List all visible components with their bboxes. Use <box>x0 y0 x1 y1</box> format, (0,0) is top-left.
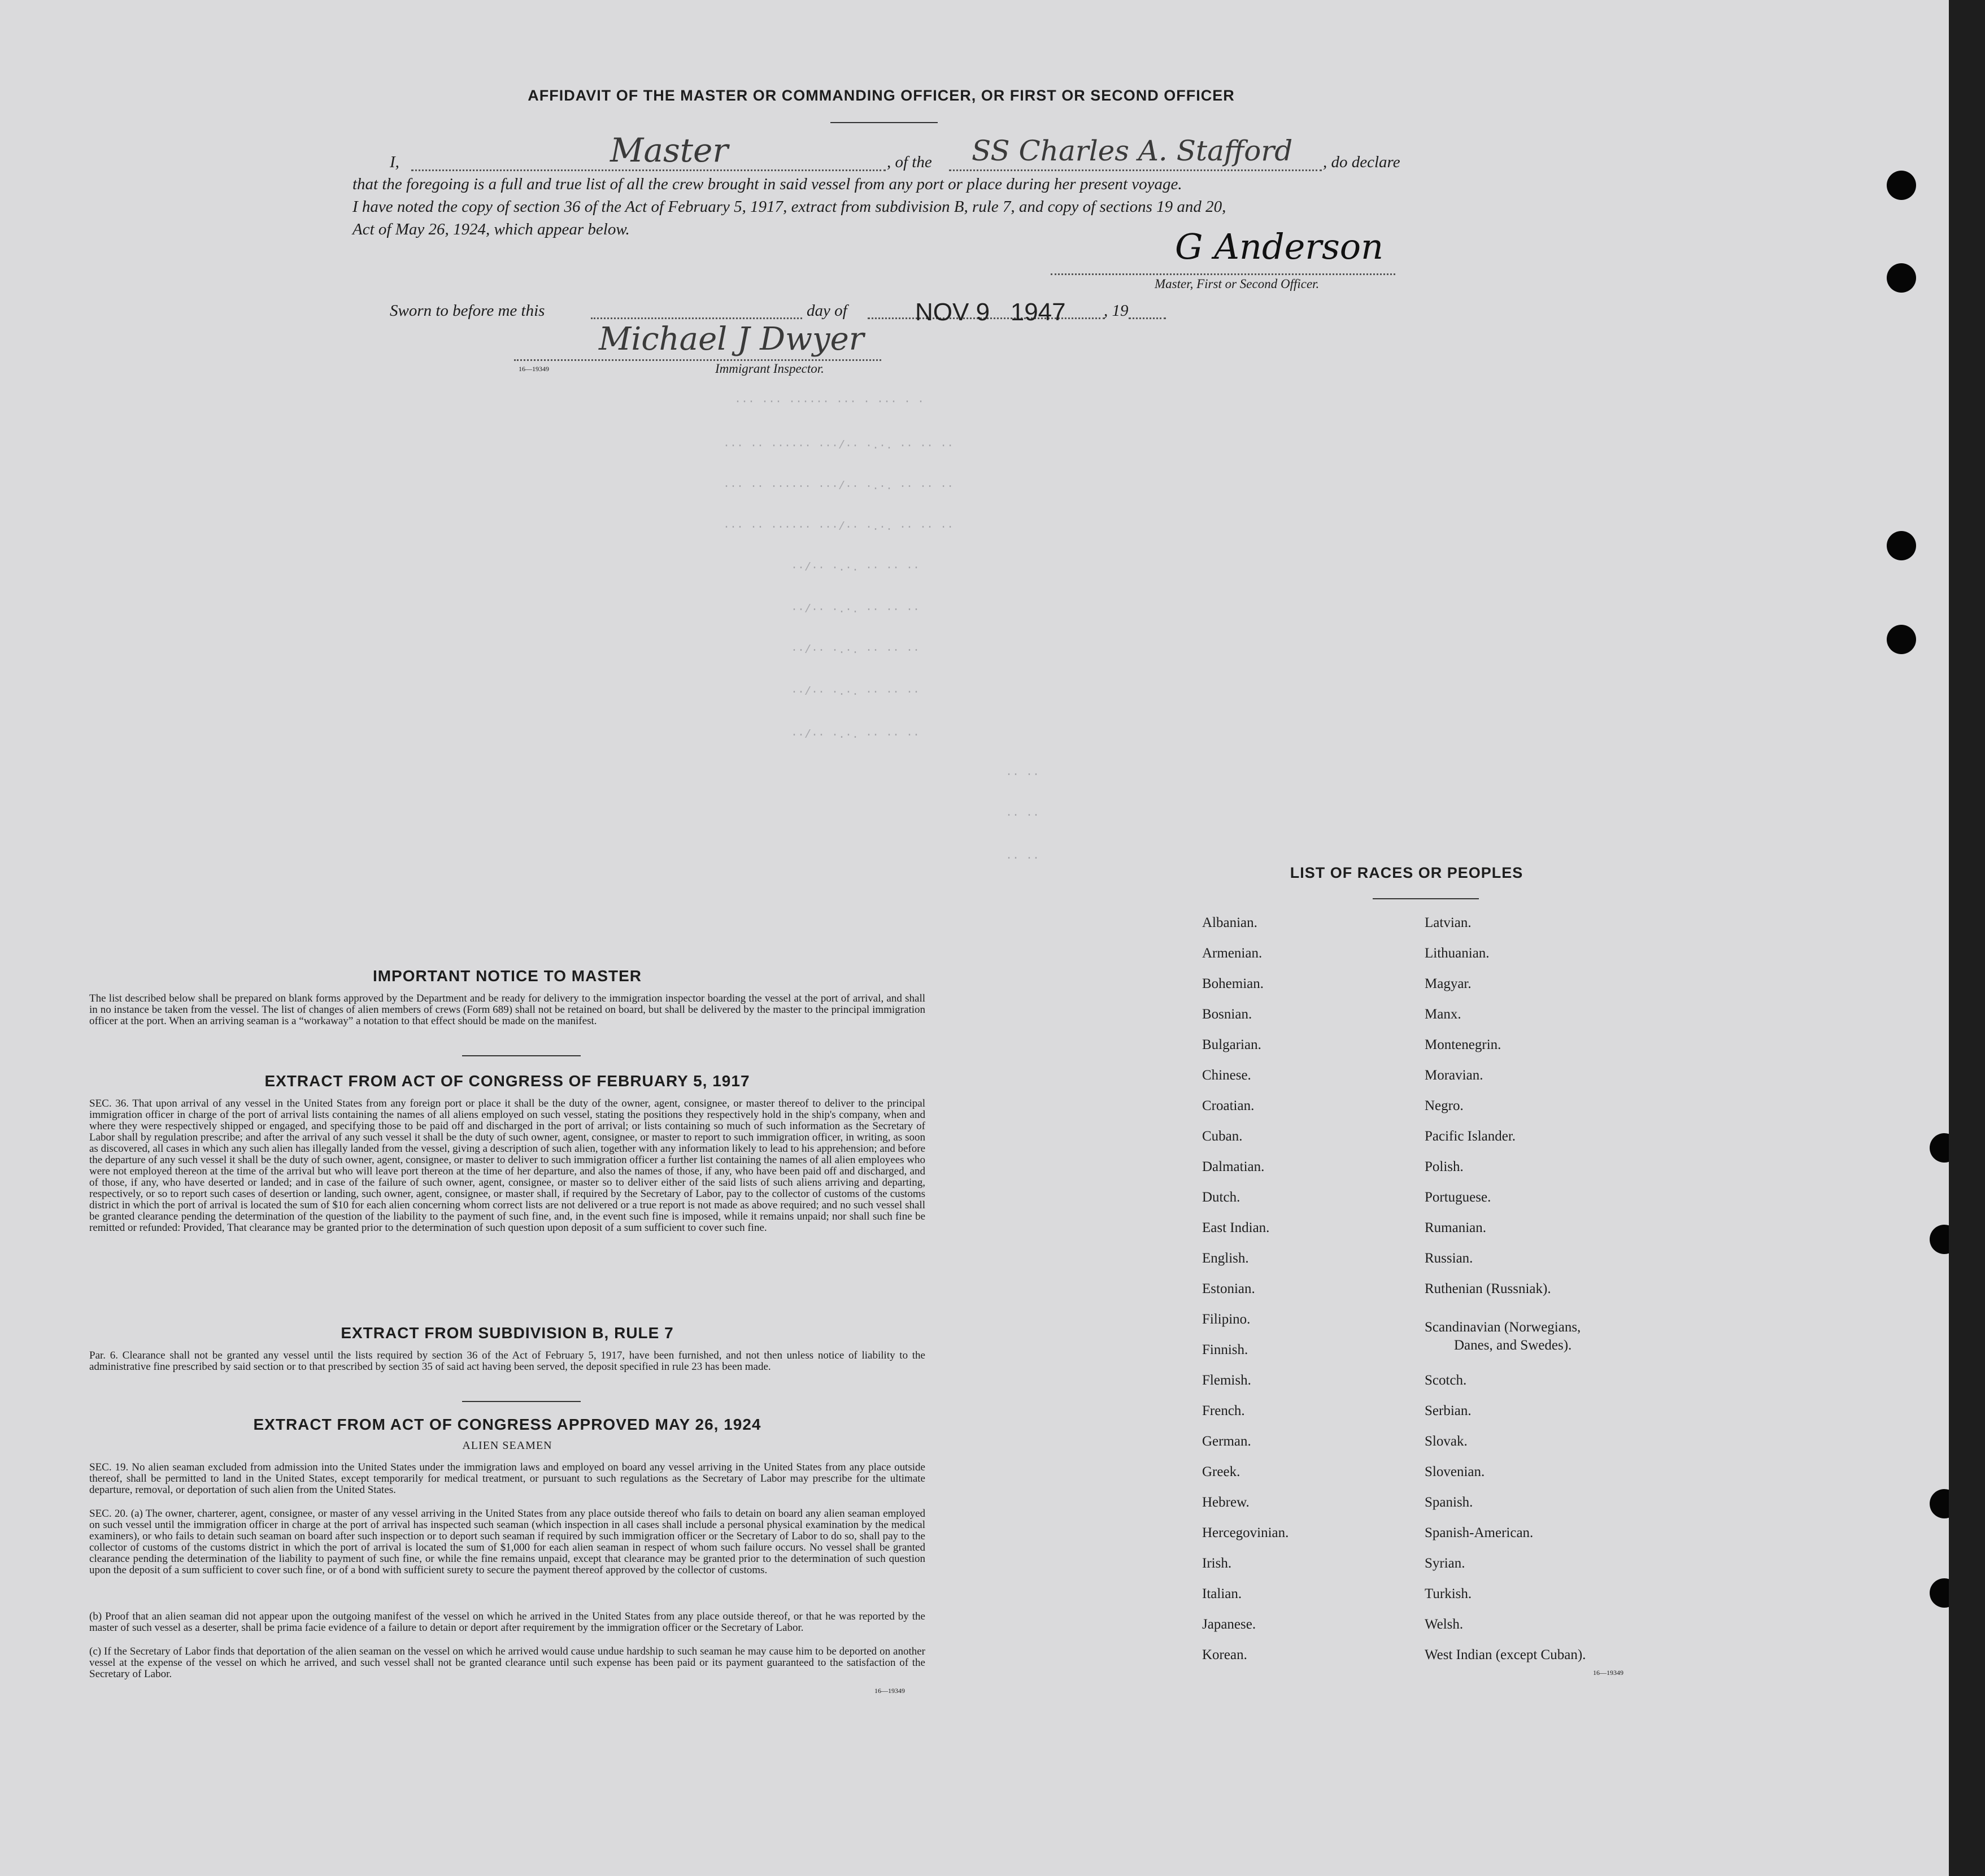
race-item: Montenegrin. <box>1425 1037 1501 1052</box>
form-number: 16—19349 <box>519 365 549 373</box>
notice-text: The list described below shall be prepared on blank forms approved by the Department and be ready for delivery to the immigration inspector boarding the vessel at the port of arrival, and shall in no instance be taken from the vessel. The list of changes of alien members of crews (Form 689) shall not be retained on board, but shall be delivered by the master to the principal immigration officer at the port. When an arriving seaman is a “workaway” a notation to that effect should be made on the manifest. <box>89 993 925 1027</box>
day-of-label: day of <box>807 302 847 320</box>
race-item: Italian. <box>1202 1586 1242 1601</box>
inspector-line <box>514 359 881 361</box>
punch-hole <box>1930 1489 1949 1518</box>
title-rule <box>830 122 938 123</box>
race-item: Flemish. <box>1202 1373 1251 1388</box>
sworn-label: Sworn to before me this <box>390 302 545 320</box>
punch-hole <box>1887 531 1916 560</box>
race-item: Pacific Islander. <box>1425 1129 1516 1144</box>
race-item: Bulgarian. <box>1202 1037 1261 1052</box>
race-item: Estonian. <box>1202 1281 1255 1296</box>
race-item: Scotch. <box>1425 1373 1467 1388</box>
race-item: Japanese. <box>1202 1617 1256 1632</box>
race-item: Portuguese. <box>1425 1190 1491 1205</box>
sec-20b-text: (b) Proof that an alien seaman did not appear upon the outgoing manifest of the vessel on which he arrived in the United States from any place outside thereof, or that he was reported by the master of such vessel as a deserter, shall be prima facie evidence of a failure to detain or deport after requirement by the immigration officer or the Secretary of Labor. <box>89 1611 925 1634</box>
year-line <box>1129 317 1166 319</box>
race-item: Rumanian. <box>1425 1220 1487 1235</box>
race-item: Magyar. <box>1425 976 1472 991</box>
race-item: Filipino. <box>1202 1312 1251 1327</box>
race-item: Spanish. <box>1425 1495 1473 1510</box>
do-declare-label: , do declare <box>1323 153 1400 171</box>
sec-20a-text: SEC. 20. (a) The owner, charterer, agent, consignee, or master of any vessel arriving in the United States from any place outside thereof who fails to detain on board any alien seaman employed on such vessel until the immigration officer in charge at the port of arrival has inspected such seaman (which inspection in all cases shall include a personal physical examination by the medical examiners), or who fails to detain such seaman on board after such inspection or to deport such seaman if required by such immigration officer or the Secretary of Labor to do so, shall pay to the collector of customs of the customs district in which the port of arrival is located the sum of $1,000 for each alien seaman in respect of whom such failure occurs. No vessel shall be granted clearance pending the determination of the liability to payment of such fine, or while the fine remains unpaid, except that clearance may be granted prior to the determination of such question upon the deposit of a sum sufficient to cover such fine, or of a bond with sufficient surety to secure the payment thereof approved by the collector of customs. <box>89 1508 925 1576</box>
race-item: Bosnian. <box>1202 1007 1252 1022</box>
affidavit-line-3: I have noted the copy of section 36 of the Act of February 5, 1917, extract from subdivision B, rule 7, and copy of sections 19 and 20, <box>352 198 1226 216</box>
race-item: Dalmatian. <box>1202 1159 1265 1174</box>
year-prefix: , 19 <box>1104 302 1129 320</box>
extract-1924-title: EXTRACT FROM ACT OF CONGRESS APPROVED MAY 26, 1924 <box>253 1416 761 1433</box>
race-item: Latvian. <box>1425 915 1472 930</box>
race-item: Croatian. <box>1202 1098 1255 1113</box>
race-item: Armenian. <box>1202 946 1263 961</box>
inspector-signature: Michael J Dwyer <box>599 321 864 358</box>
of-the-label: , of the <box>887 153 932 171</box>
race-item: Greek. <box>1202 1464 1240 1479</box>
master-handwriting: Master <box>610 131 729 169</box>
race-item: Slovak. <box>1425 1434 1468 1449</box>
race-item: Lithuanian. <box>1425 946 1490 961</box>
race-item: Syrian. <box>1425 1556 1465 1571</box>
subdivision-b-title: EXTRACT FROM SUBDIVISION B, RULE 7 <box>341 1324 674 1342</box>
races-rule <box>1373 898 1479 899</box>
race-item: Turkish. <box>1425 1586 1472 1601</box>
form-number: 16—19349 <box>1593 1669 1623 1677</box>
race-item: West Indian (except Cuban). <box>1425 1647 1586 1662</box>
master-signature: G Anderson <box>1175 226 1384 267</box>
race-item: East Indian. <box>1202 1220 1270 1235</box>
signature-line <box>1051 273 1395 275</box>
i-label: I, <box>390 153 399 171</box>
race-item: Ruthenian (Russniak). <box>1425 1281 1551 1296</box>
race-item: Spanish-American. <box>1425 1525 1534 1540</box>
race-item: Dutch. <box>1202 1190 1240 1205</box>
race-item: Negro. <box>1425 1098 1464 1113</box>
subdivision-rule <box>462 1401 581 1402</box>
race-item: Finnish. <box>1202 1342 1248 1357</box>
race-item: Moravian. <box>1425 1068 1483 1083</box>
date-stamp: NOV 9 1947 <box>915 298 1066 326</box>
signer-caption: Master, First or Second Officer. <box>1155 277 1320 291</box>
race-item: Cuban. <box>1202 1129 1243 1144</box>
vessel-line <box>949 169 1322 171</box>
punch-hole <box>1930 1133 1949 1163</box>
race-item: Hercegovinian. <box>1202 1525 1289 1540</box>
affidavit-line-2: that the foregoing is a full and true list of all the crew brought in said vessel from any port or place during her present voyage. <box>352 175 1182 193</box>
affidavit-title: AFFIDAVIT OF THE MASTER OR COMMANDING OFFICER, OR FIRST OR SECOND OFFICER <box>528 87 1235 104</box>
extract-1917-title: EXTRACT FROM ACT OF CONGRESS OF FEBRUARY 5, 1917 <box>264 1072 750 1090</box>
sec-20c-text: (c) If the Secretary of Labor finds that deportation of the alien seaman on the vessel on which he arrived would cause undue hardship to such seaman he may cause him to be deported on another vessel at the expense of the vessel on which he arrived, and such vessel shall not be granted clearance until such expense has been paid or its payment guaranteed to the satisfaction of the Secretary of Labor. <box>89 1646 925 1680</box>
inspector-caption: Immigrant Inspector. <box>715 362 824 376</box>
race-item: Russian. <box>1425 1251 1473 1266</box>
punch-hole <box>1887 171 1916 200</box>
punch-hole <box>1887 263 1916 293</box>
punch-hole <box>1930 1578 1949 1608</box>
race-item: Polish. <box>1425 1159 1464 1174</box>
race-item: Hebrew. <box>1202 1495 1250 1510</box>
race-item: French. <box>1202 1403 1245 1418</box>
race-item: Serbian. <box>1425 1403 1472 1418</box>
race-item: Albanian. <box>1202 915 1257 930</box>
race-item: Chinese. <box>1202 1068 1251 1083</box>
race-item: Slovenian. <box>1425 1464 1485 1479</box>
race-item: German. <box>1202 1434 1251 1449</box>
form-number: 16—19349 <box>874 1687 905 1695</box>
race-item: Welsh. <box>1425 1617 1464 1632</box>
punch-hole <box>1930 1225 1949 1254</box>
extract-1917-text: SEC. 36. That upon arrival of any vessel in the United States from any foreign port or place it shall be the duty of the owner, agent, consignee, or master thereof to deliver to the principal immigration officer in charge of the port of arrival lists containing the names of all aliens employed on such vessel, stating the positions they respectively hold in the ship's company, when and where they were respectively shipped or engaged, and specifying those to be paid off and discharged in the port of arrival; or lists containing so much of such information as the Secretary of Labor shall by regulation prescribe; and after the arrival of any such vessel it shall be the duty of such owner, agent, consignee, or master to report to such immigration officer, in writing, as soon as discovered, all cases in which any such alien has illegally landed from the vessel, giving a description of such alien, together with any information likely to lead to his apprehension; and before the departure of any such vessel it shall be the duty of such owner, agent, consignee, or master to deliver to such immigration officer a further list containing the names of all alien employees who were not employed thereon at the time of the arrival but who will leave port thereon at the time of her departure, and also the names of those, if any, who have been paid off and discharged, and of those, if any, who have deserted or landed; and in case of the failure of such owner, agent, consignee, or master so to deliver either of the said lists of such aliens arriving and departing, respectively, or so to report such cases of desertion or landing, such owner, agent, consignee, or master shall, if required by the Secretary of Labor, pay to the collector of customs of the customs district in which the port of arrival is located the sum of $10 for each alien concerning whom correct lists are not delivered or a true report is not made as above required; and no such vessel shall be granted clearance pending the determination of the question of the liability to the payment of such fine, and, in the event such fine is imposed, while it remains unpaid; nor shall such fine be remitted or refunded: Provided, That clearance may be granted prior to the determination of such question upon deposit of a sum sufficient to cover such fine. <box>89 1098 925 1234</box>
race-item: Scandinavian (Norwegians, <box>1425 1320 1581 1335</box>
notice-title: IMPORTANT NOTICE TO MASTER <box>372 967 642 985</box>
race-item: Irish. <box>1202 1556 1232 1571</box>
sworn-day-line <box>591 317 802 319</box>
document-page: ··· ··· ······ ··· · ··· · · ··· ·· ······ ···/·· ·.·. ·· ·· ·· ··· ·· ······ ···/·· ·.·. ·· ·· ·· ··· ·· ······ ···/·· ·.·. ·· ·· ·· ··/·· ·.·. ·· ·· ·· ··/·· ·.·. ·· ·· ·· ··/·· ·.·. ·· ·· ·· ··/·· ·.·. ·· ·· ·· ··/·· ·.·. ·· ·· ·· ·· ·· ·· ·· ·· ·· AFFIDAVIT OF THE MASTER OR COMMANDING OFFICER, OR FIRST OR SECOND OFFICER I, Master , of the SS Charles A. Stafford , do declare that the foregoing is a full and true list of all the crew brought in said vessel from any port or place during her present voyage. I have noted the copy of section 36 of the Act of February 5, 1917, extract from subdivision B, rule 7, and copy of sections 19 and 20, Act of May 26, 1924, which appear below. G Anderson Master, First or Second Officer. Sworn to before me this day of NOV 9 1947 , 19 Michael J Dwyer 16—19349 Immigrant Inspector. IMPORTANT NOTICE TO MASTER The list described below shall be prepared on blank forms approved by the Department and be ready for delivery to the immigration inspector boarding the vessel at the port of arrival, and shall in no instance be taken from the vessel. The list of changes of alien members of crews (Form 689) shall not be retained on board, but shall be delivered by the master to the principal immigration officer at the port. When an arriving seaman is a “workaway” a notation to that effect should be made on the manifest. EXTRACT FROM ACT OF CONGRESS OF FEBRUARY 5, 1917 SEC. 36. That upon arrival of any vessel in the United States from any foreign port or place it shall be the duty of the owner, agent, consignee, or master thereof to deliver to the principal immigration officer in charge of the port of arrival lists containing the names of all aliens employed on such vessel, stating the positions they respectively hold in the ship's company, when and where they were respectively shipped or engaged, and specifying those to be paid off and discharged in the port of arrival; or lists containing so much of such information as the Secretary of Labor shall by regulation prescribe; and after the arrival of any such vessel it shall be the duty of such owner, agent, consignee, or master to report to such immigration officer, in writing, as soon as discovered, all cases in which any such alien has illegally landed from the vessel, giving a description of such alien, together with any information likely to lead to his apprehension; and before the departure of any such vessel it shall be the duty of such owner, agent, consignee, or master to deliver to such immigration officer a further list containing the names of all alien employees who were not employed thereon at the time of the arrival but who will leave port thereon at the time of her departure, and also the names of those, if any, who have been paid off and discharged, and of those, if any, who have deserted or landed; and in case of the failure of such owner, agent, consignee, or master so to deliver either of the said lists of such aliens arriving and departing, respectively, or so to report such cases of desertion or landing, such owner, agent, consignee, or master shall, if required by the Secretary of Labor, pay to the collector of customs of the customs district in which the port of arrival is located the sum of $10 for each alien concerning whom correct lists are not delivered or a true report is not made as above required; and no such vessel shall be granted clearance pending the determination of the question of the liability to the payment of such fine, and, in the event such fine is imposed, while it remains unpaid; nor shall such fine be remitted or refunded: Provided, That clearance may be granted prior to the determination of such question upon deposit of a sum sufficient to cover such fine. EXTRACT FROM SUBDIVISION B, RULE 7 Par. 6. Clearance shall not be granted any vessel until the lists required by section 36 of the Act of February 5, 1917, have been furnished, and not then unless notice of liability to the administrative fine prescribed by said section or to that prescribed by section 35 of said act having been served, the deposit specified in rule 23 has been made. EXTRACT FROM ACT OF CONGRESS APPROVED MAY 26, 1924 ALIEN SEAMEN SEC. 19. No alien seaman excluded from admission into the United States under the immigration laws and employed on board any vessel arriving in the United States from any place outside thereof, shall be permitted to land in the United States, except temporarily for medical treatment, or pursuant to such regulations as the Secretary of Labor may prescribe for the ultimate departure, removal, or deportation of such alien from the United States. SEC. 20. (a) The owner, charterer, agent, consignee, or master of any vessel arriving in the United States from any place outside thereof who fails to detain on board any alien seaman employed on such vessel until the immigration officer in charge at the port of arrival has inspected such seaman (which inspection in all cases shall include a personal physical examination by the medical examiners), or who fails to detain such seaman on board after such inspection or to deport such seaman if required by such immigration officer or the Secretary of Labor to do so, shall pay to the collector of customs of the customs district in which the port of arrival is located the sum of $1,000 for each alien seaman in respect of whom such failure occurs. No vessel shall be granted clearance pending the determination of the liability to payment of such fine, or while the fine remains unpaid, except that clearance may be granted prior to the determination of such question upon the deposit of a sum sufficient to cover such fine, or of a bond with sufficient surety to secure the payment thereof approved by the collector of customs. (b) Proof that an alien seaman did not appear upon the outgoing manifest of the vessel on which he arrived in the United States from any place outside thereof, or that he was reported by the master of such vessel as a deserter, shall be prima facie evidence of a failure to detain or deport after requirement by the immigration officer or the Secretary of Labor. (c) If the Secretary of Labor finds that deportation of the alien seaman on the vessel on which he arrived would cause undue hardship to such seaman he may cause him to be deported on another vessel at the expense of the vessel on which he arrived, and such vessel shall not be granted clearance until such expense has been paid or its payment guaranteed to the satisfaction of the Secretary of Labor. 16—19349 LIST OF RACES OR PEOPLES Albanian. Armenian. Bohemian. Bosnian. Bulgarian. Chinese. Croatian. Cuban. Dalmatian. Dutch. East Indian. English. Estonian. Filipino. Finnish. Flemish. French. German. Greek. Hebrew. Hercegovinian. Irish. Italian. Japanese. Korean. Latvian. Lithuanian. Magyar. Manx. Montenegrin. Moravian. Negro. Pacific Islander. Polish. Portuguese. Rumanian. Russian. Ruthenian (Russniak). Scandinavian (Norwegians, Danes, and Swedes). Scotch. Serbian. Slovak. Slovenian. Spanish. Spanish-American. Syrian. Turkish. Welsh. West Indian (except Cuban). 16—19349 <box>0 0 1949 1876</box>
race-item: Korean. <box>1202 1647 1247 1662</box>
master-line <box>411 169 886 171</box>
race-item: English. <box>1202 1251 1249 1266</box>
affidavit-line-4: Act of May 26, 1924, which appear below. <box>352 220 630 238</box>
vessel-handwriting: SS Charles A. Stafford <box>972 134 1293 167</box>
alien-seamen-subtitle: ALIEN SEAMEN <box>462 1439 552 1452</box>
race-item: Bohemian. <box>1202 976 1264 991</box>
subdivision-b-text: Par. 6. Clearance shall not be granted any vessel until the lists required by section 36 of the Act of February 5, 1917, have been furnished, and not then unless notice of liability to the administrative fine prescribed by said section or to that prescribed by section 35 of said act having been served, the deposit specified in rule 23 has been made. <box>89 1350 925 1373</box>
races-title: LIST OF RACES OR PEOPLES <box>1290 864 1523 881</box>
punch-hole <box>1887 625 1916 654</box>
notice-rule <box>462 1055 581 1056</box>
race-item: Manx. <box>1425 1007 1461 1022</box>
sec-19-text: SEC. 19. No alien seaman excluded from admission into the United States under the immigration laws and employed on board any vessel arriving in the United States from any place outside thereof, shall be permitted to land in the United States, except temporarily for medical treatment, or pursuant to such regulations as the Secretary of Labor may prescribe for the ultimate departure, removal, or deportation of such alien from the United States. <box>89 1461 925 1496</box>
race-item: Danes, and Swedes). <box>1454 1338 1572 1353</box>
